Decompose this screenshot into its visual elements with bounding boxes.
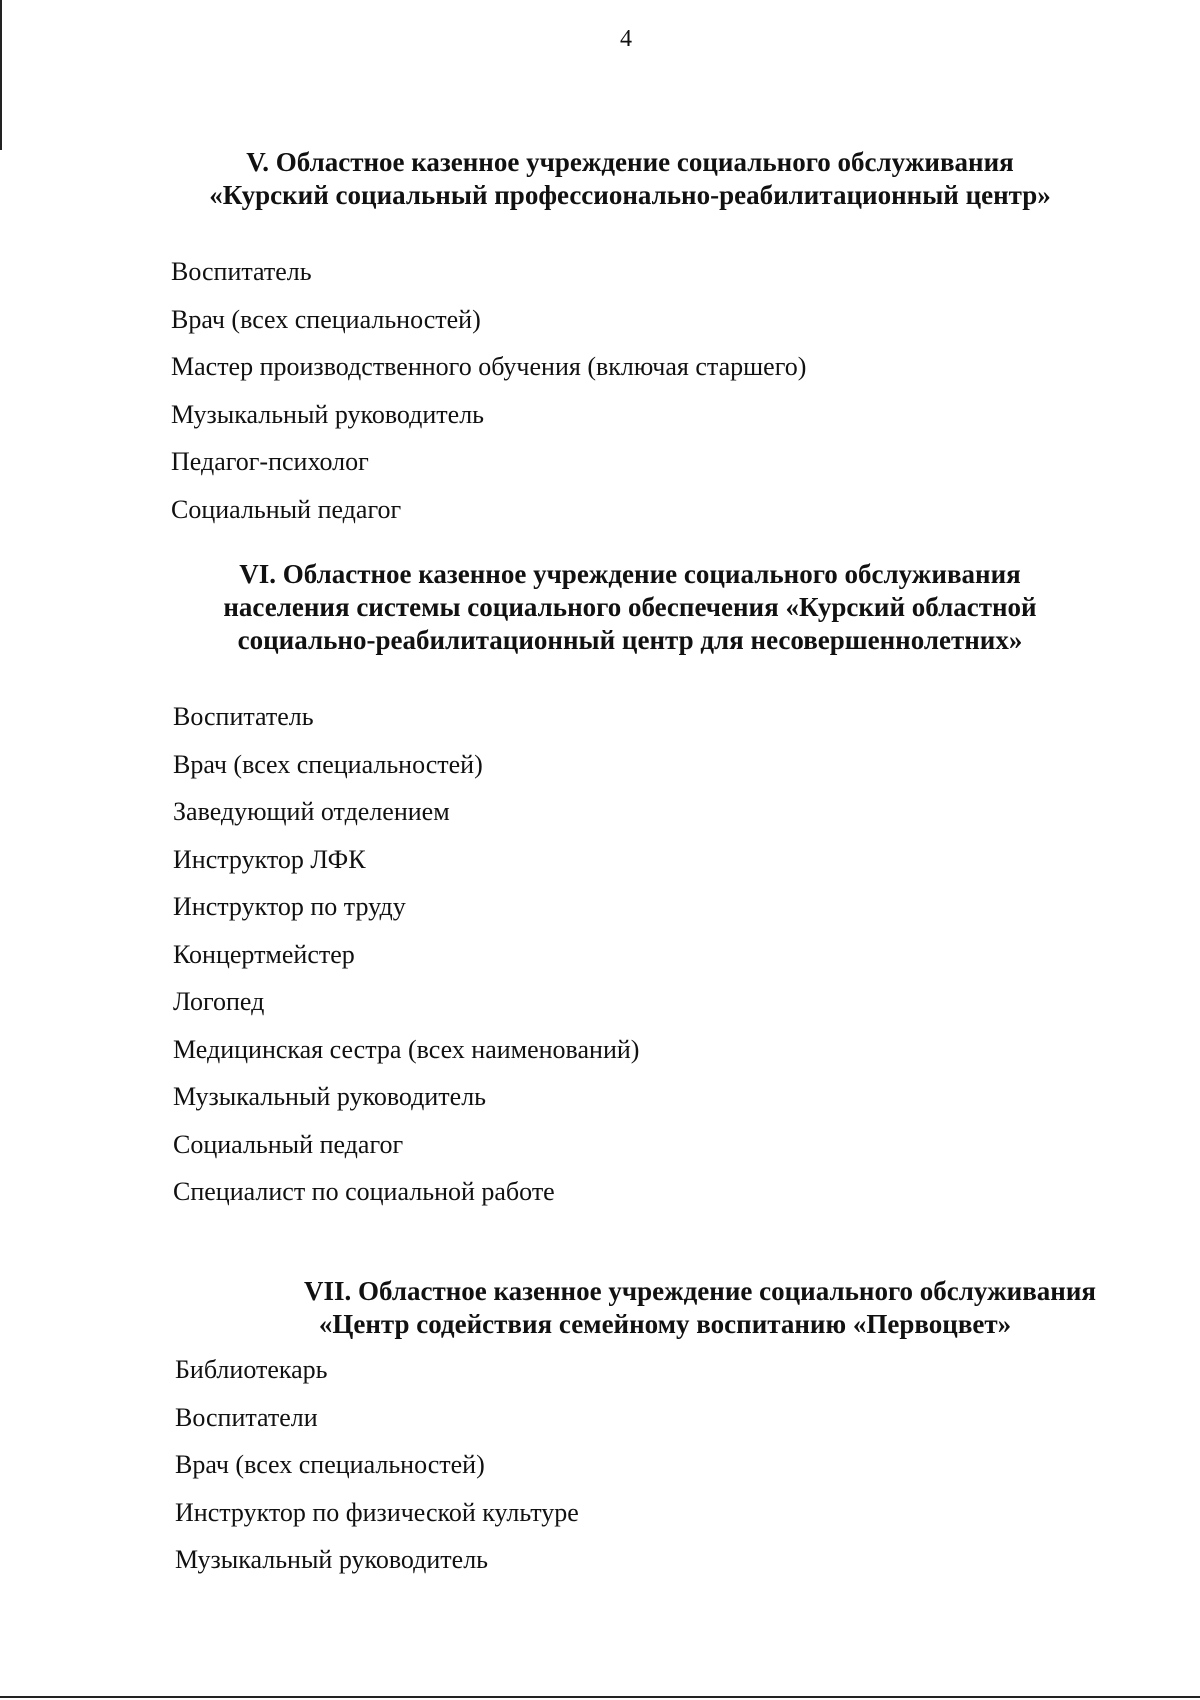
job-item: Библиотекарь: [175, 1355, 328, 1384]
job-item: Педагог-психолог: [171, 447, 369, 476]
job-item: Музыкальный руководитель: [175, 1545, 489, 1574]
scan-edge-bottom: [0, 1696, 1200, 1698]
section-6-title-line: VI. Областное казенное учреждение социального обслуживания: [239, 559, 1021, 589]
section-5-title: [150, 146, 1110, 212]
job-item: Мастер производственного обучения (включая старшего): [171, 352, 807, 381]
section-6-job-list: [173, 693, 639, 1216]
job-item: Логопед: [173, 987, 265, 1016]
section-5-title-line: «Курский социальный профессионально-реабилитационный центр»: [209, 180, 1051, 210]
section-6-title-line: населения системы социального обеспечения «Курский областной: [223, 592, 1037, 622]
job-item: Воспитатели: [175, 1402, 318, 1432]
job-item: Медицинская сестра (всех наименований): [173, 1034, 640, 1064]
section-7-title-line: «Центр содействия семейному воспитанию «Первоцвет»: [318, 1309, 1012, 1339]
job-item: Воспитатель: [173, 702, 314, 731]
scan-edge-left: [0, 0, 2, 150]
section-6-title: [150, 558, 1110, 657]
section-5-title-line: V. Областное казенное учреждение социального обслуживания: [246, 147, 1014, 177]
job-item: Инструктор по физической культуре: [175, 1497, 579, 1527]
job-item: Концертмейстер: [173, 939, 355, 969]
section-5-job-list: [171, 248, 806, 533]
job-item: Социальный педагог: [171, 494, 402, 524]
job-item: Специалист по социальной работе: [173, 1177, 555, 1206]
job-item: Заведующий отделением: [173, 797, 450, 826]
job-item: Инструктор по труду: [173, 892, 406, 921]
section-6-title-line: социально-реабилитационный центр для несовершеннолетних»: [237, 625, 1023, 655]
job-item: Музыкальный руководитель: [171, 399, 485, 429]
job-item: Врач (всех специальностей): [173, 749, 483, 779]
section-7-job-list: [175, 1346, 579, 1584]
job-item: Воспитатель: [171, 257, 312, 286]
job-item: Инструктор ЛФК: [173, 844, 366, 874]
job-item: Врач (всех специальностей): [171, 304, 481, 334]
page-number: 4: [620, 26, 632, 52]
section-7-title: [250, 1275, 1150, 1341]
section-7-title-line: VII. Областное казенное учреждение социального обслуживания: [303, 1276, 1097, 1306]
job-item: Музыкальный руководитель: [173, 1082, 487, 1111]
job-item: Врач (всех специальностей): [175, 1450, 485, 1479]
job-item: Социальный педагог: [173, 1129, 404, 1159]
